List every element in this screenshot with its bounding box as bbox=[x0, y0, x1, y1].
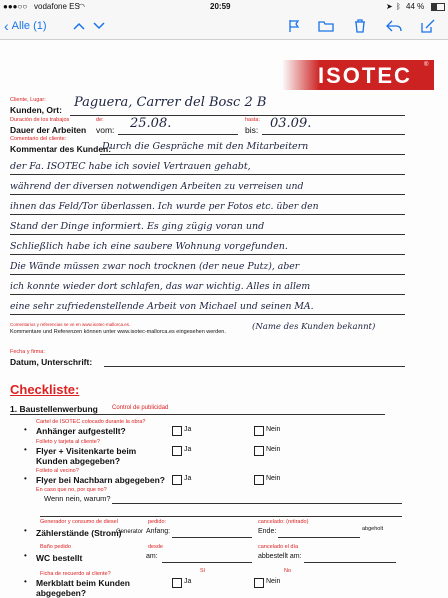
to-date: 03.09. bbox=[270, 116, 312, 131]
reply-icon bbox=[386, 20, 402, 32]
move-to-folder-button[interactable] bbox=[316, 16, 336, 36]
reply-button[interactable] bbox=[384, 16, 404, 36]
chevron-up-icon bbox=[73, 22, 85, 30]
status-bar bbox=[0, 0, 448, 13]
rule bbox=[10, 274, 405, 275]
from-date: 25.08. bbox=[130, 116, 172, 131]
bullet-icon: • bbox=[24, 474, 27, 483]
item2-ja-label: Ja bbox=[184, 446, 192, 453]
rule bbox=[10, 414, 385, 415]
battery-percent: 44 % bbox=[406, 2, 425, 11]
bullet-icon: • bbox=[24, 526, 27, 535]
rule bbox=[10, 174, 405, 175]
back-button-label: Alle (1) bbox=[11, 20, 47, 32]
vom-label: vom: bbox=[96, 125, 115, 135]
logo-text: ISOTEC bbox=[318, 63, 412, 88]
anfang-label: Anfang: bbox=[146, 528, 171, 535]
next-message-button[interactable] bbox=[90, 16, 108, 36]
bullet-icon: • bbox=[24, 445, 27, 454]
flag-icon bbox=[288, 19, 300, 33]
rule bbox=[10, 214, 405, 215]
rule bbox=[10, 254, 405, 255]
checklist-title: Checkliste: bbox=[10, 382, 80, 397]
flyer-ja-label: Ja bbox=[184, 578, 192, 585]
location-icon: ➤ bbox=[386, 2, 393, 11]
si-sub: Sí bbox=[200, 568, 206, 574]
to-line bbox=[262, 134, 405, 135]
comment-line: der Fa. ISOTEC habe ich soviel Vertrauen gehabt, bbox=[10, 161, 251, 172]
folder-icon bbox=[318, 20, 334, 32]
item3-ja-label: Ja bbox=[184, 475, 192, 482]
rule bbox=[304, 562, 396, 563]
wc-cancel-sub: cancelado el día bbox=[258, 544, 299, 550]
abgeholt-label: abgeholt bbox=[362, 526, 384, 532]
duration-label: Dauer der Arbeiten bbox=[10, 125, 87, 135]
flyer-sub: Ficha de recuerdo al cliente? bbox=[40, 571, 111, 577]
signal-icon: ●●●○○ bbox=[3, 2, 28, 11]
gen-label: Zählerstände (Strom) bbox=[36, 528, 122, 538]
bullet-icon: • bbox=[24, 577, 27, 586]
wc-label: WC bestellt bbox=[36, 553, 83, 563]
isotec-logo bbox=[282, 60, 434, 90]
item3-nein-label: Nein bbox=[266, 475, 281, 482]
mail-toolbar bbox=[0, 13, 448, 40]
rule bbox=[10, 234, 405, 235]
comment-label: Kommentar des Kunden: bbox=[10, 144, 112, 154]
section1-label: 1. Baustellenwerbung bbox=[10, 404, 98, 414]
item1-nein-label: Nein bbox=[266, 426, 281, 433]
no-sub: No bbox=[284, 568, 292, 574]
flyer-label: Merkblatt beim Kunden abgegeben? bbox=[36, 578, 130, 598]
comment-line: ich konnte wieder dort schlafen, das war wichtig. Alles in allem bbox=[10, 281, 311, 292]
name-note: (Name des Kunden bekannt) bbox=[252, 322, 376, 332]
flag-button[interactable] bbox=[284, 16, 304, 36]
duration-sub: Duración de los trabajos bbox=[10, 117, 70, 123]
gen-sub: Generador y consumo de diesel bbox=[40, 519, 118, 525]
de-sub: de: bbox=[96, 117, 104, 123]
item3-sub: Folleto al vecino? bbox=[36, 468, 79, 474]
rule bbox=[104, 366, 405, 367]
bis-label: bis: bbox=[245, 125, 259, 135]
flyer-nein-checkbox[interactable] bbox=[254, 578, 264, 588]
date-label: Datum, Unterschrift: bbox=[10, 357, 93, 367]
wc-sub: Baño pedido bbox=[40, 544, 71, 550]
client-line bbox=[70, 115, 405, 116]
previous-message-button[interactable] bbox=[70, 16, 88, 36]
item1-sub: Cartel de ISOTEC colocado durante la obra? bbox=[36, 419, 146, 425]
trash-icon bbox=[354, 19, 366, 33]
rule bbox=[100, 154, 405, 155]
rule bbox=[40, 516, 402, 517]
comment-line: während der diversen notwendigen Arbeiten zu verreisen und bbox=[10, 181, 304, 192]
reason-label: Wenn nein, warum? bbox=[44, 494, 111, 503]
item1-nein-checkbox[interactable] bbox=[254, 426, 264, 436]
item2-ja-checkbox[interactable] bbox=[172, 446, 182, 456]
flyer-ja-checkbox[interactable] bbox=[172, 578, 182, 588]
comment-line: Stand der Dinge informiert. Es ging zügig voran und bbox=[10, 221, 265, 232]
refs-es: Comentarios y referencias se ve en www.isotec-mallorca.es. bbox=[10, 322, 131, 327]
cancelado-sub: cancelado: (retirado) bbox=[258, 519, 309, 525]
comment-line: Schließlich habe ich eine saubere Wohnung vorgefunden. bbox=[10, 241, 288, 252]
chevron-left-icon: ‹ bbox=[4, 18, 9, 34]
compose-icon bbox=[421, 19, 435, 33]
carrier-label: vodafone ES bbox=[34, 2, 80, 11]
wifi-icon: ◠ bbox=[78, 2, 85, 11]
item2-label: Flyer + Visitenkarte beim Kunden abgegeben? bbox=[36, 446, 137, 466]
item2-sub: Folleto y tarjeta al cliente? bbox=[36, 439, 100, 445]
date-sub: Fecha y firma: bbox=[10, 349, 45, 355]
item3-nein-checkbox[interactable] bbox=[254, 475, 264, 485]
registered-icon: ® bbox=[424, 62, 429, 68]
comment-line: Durch die Gespräche mit den Mitarbeitern bbox=[102, 141, 309, 152]
item1-ja-label: Ja bbox=[184, 426, 192, 433]
hasta-sub: hasta: bbox=[245, 117, 260, 123]
clock: 20:59 bbox=[210, 2, 231, 11]
attachment-document bbox=[0, 40, 448, 598]
comment-line: eine sehr zufriedenstellende Arbeit von Michael und seinen MA. bbox=[10, 301, 314, 312]
wc-am-label: am: bbox=[146, 553, 158, 560]
rule bbox=[112, 503, 402, 504]
section1-sub: Control de publicidad bbox=[112, 405, 169, 411]
rule bbox=[10, 194, 405, 195]
rule bbox=[162, 562, 252, 563]
rule bbox=[10, 294, 405, 295]
item3-ja-checkbox[interactable] bbox=[172, 475, 182, 485]
flyer-nein-label: Nein bbox=[266, 578, 281, 585]
bullet-icon: • bbox=[24, 551, 27, 560]
ende-label: Ende: bbox=[258, 528, 277, 535]
bullet-icon: • bbox=[24, 425, 27, 434]
desde-sub: desde bbox=[148, 544, 163, 550]
client-label: Kunden, Ort: bbox=[10, 105, 62, 115]
item1-label: Anhänger aufgestellt? bbox=[36, 426, 126, 436]
abbestellt-label: abbestellt am: bbox=[258, 553, 302, 560]
reason-sub: En caso que no, por que no? bbox=[36, 487, 107, 493]
delete-button[interactable] bbox=[350, 16, 370, 36]
comment-sub: Comentario del cliente: bbox=[10, 136, 67, 142]
rule bbox=[10, 314, 405, 315]
battery-icon bbox=[431, 3, 445, 11]
item2-nein-checkbox[interactable] bbox=[254, 446, 264, 456]
chevron-down-icon bbox=[93, 22, 105, 30]
refs-de: Kommentare und Referenzen können unter www.isotec-mallorca.es eingesehen werden. bbox=[10, 329, 226, 335]
client-value: Paguera, Carrer del Bosc 2 B bbox=[74, 95, 267, 110]
bluetooth-icon: ᛒ bbox=[396, 2, 401, 11]
item1-ja-checkbox[interactable] bbox=[172, 426, 182, 436]
rule bbox=[278, 537, 360, 538]
client-sub: Cliente, Lugar: bbox=[10, 97, 46, 103]
pedido-sub: pedido: bbox=[148, 519, 167, 525]
item3-label: Flyer bei Nachbarn abgegeben? bbox=[36, 475, 165, 485]
generator-label: Generator bbox=[116, 529, 144, 535]
from-line bbox=[118, 134, 238, 135]
back-button[interactable] bbox=[4, 16, 47, 36]
item2-nein-label: Nein bbox=[266, 446, 281, 453]
comment-line: ihnen das Feld/Tor überlassen. Ich wurde per Fotos etc. über den bbox=[10, 201, 319, 212]
compose-button[interactable] bbox=[418, 16, 438, 36]
comment-line: Die Wände müssen zwar noch trocknen (der neue Putz), aber bbox=[10, 261, 300, 272]
rule bbox=[172, 537, 252, 538]
